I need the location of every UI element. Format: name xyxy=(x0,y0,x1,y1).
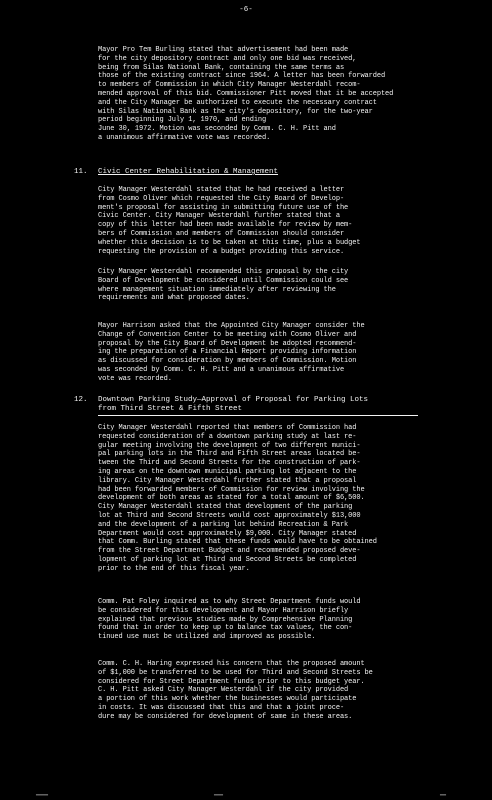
item-12-paragraph-1: City Manager Westerdahl reported that members of Commission had requested consideration of a downtown parking study at last re- gular meeting involving the development of two different munici- pal parking lots in the Third and Fifth Street areas located be- tween the Third and Second Streets for the construction of park- ing areas on the downtown municipal parking lot adjacent to the library. City Manager Westerdahl further stated that a proposal had been forwarded members of Commission for review involving the development of both areas as stated for a total amount of $6,500. City Manager Westerdahl stated that development of the parking lot at Third and Second Streets would cost approximately $13,000 and the development of a parking lot behind Recreation & Park Department would cost approximately $9,000. City Manager stated that Comm. Burling stated that these funds would have to be obtained from the Street Department Budget and recommended proposed deve- lopment of parking lot at Third and Second Streets be completed prior to the end of this fiscal year. xyxy=(98,424,377,573)
intro-paragraph: Mayor Pro Tem Burling stated that advertisement had been made for the city depository contract and only one bid was received, being from Silas National Bank, containing the same terms as those of the existing contract since 1964. A letter has been forwarded to members of Commission in which City Manager Westerdahl recom- mended approval of this bid. Commissioner Pitt moved that it be accepted and the City Manager be authorized to execute the necessary contract with Silas National Bank as the city's depository, for the two-year period beginning July 1, 1970, and ending June 30, 1972. Motion was seconded by Comm. C. H. Pitt and a unanimous affirmative vote was recorded. xyxy=(98,46,394,142)
page-number: -6- xyxy=(239,6,253,14)
item-11-heading: Civic Center Rehabilitation & Management xyxy=(98,168,279,176)
footer-mark-left: ▁▁▁▁ xyxy=(36,790,49,796)
item-12-number: 12. xyxy=(74,396,88,404)
item-11-paragraph-3: Mayor Harrison asked that the Appointed City Manager consider the Change of Convention Center to be meeting with Cosmo Oliver and proposal by the City Board of Development be adopted recommend- ing the preparation of a Financial Report providing information as discussed for consideration by members of Commission. Motion was seconded by Comm. C. H. Pitt and a unanimous affirmative vote was recorded. xyxy=(98,322,365,383)
item-11-number: 11. xyxy=(74,168,88,176)
item-11-paragraph-2: City Manager Westerdahl recommended this proposal by the city Board of Development be considered until Commission could see where management situation immediately after reviewing the requirements and what proposed dates. xyxy=(98,268,349,303)
footer-mark-right: ▁▁ xyxy=(440,790,447,796)
item-12-heading: Downtown Parking Study—Approval of Proposal for Parking Lots from Third Street & Fifth Street xyxy=(98,396,418,416)
footer-mark-center: ▁▁▁ xyxy=(214,790,224,796)
item-12-paragraph-3: Comm. C. H. Haring expressed his concern that the proposed amount of $1,000 be transferred to be used for Third and Second Streets be considered for Street Department funds prior to this budget year. C. H. Pitt asked City Manager Westerdahl if the city provided a portion of this work whether the businesses would participate in costs. It was discussed that this and that a joint proce- dure may be considered for development of same in these areas. xyxy=(98,660,373,721)
item-11-paragraph-1: City Manager Westerdahl stated that he had received a letter from Cosmo Oliver which requested the City Board of Develop- ment's proposal for assisting in submitting future use of the Civic Center. City Manager Westerdahl further stated that a copy of this letter had been made available for review by mem- bers of Commission and members of Commission should consider whether this decision is to be taken at this time, plus a budget requesting the provision of a budget providing this service. xyxy=(98,186,361,256)
item-12-paragraph-2: Comm. Pat Foley inquired as to why Street Department funds would be considered for this development and Mayor Harrison briefly explained that previous studies made by Comprehensive Planning found that in order to keep up to balance tax values, the con- tinued use must be utilized and improved as possible. xyxy=(98,598,361,642)
